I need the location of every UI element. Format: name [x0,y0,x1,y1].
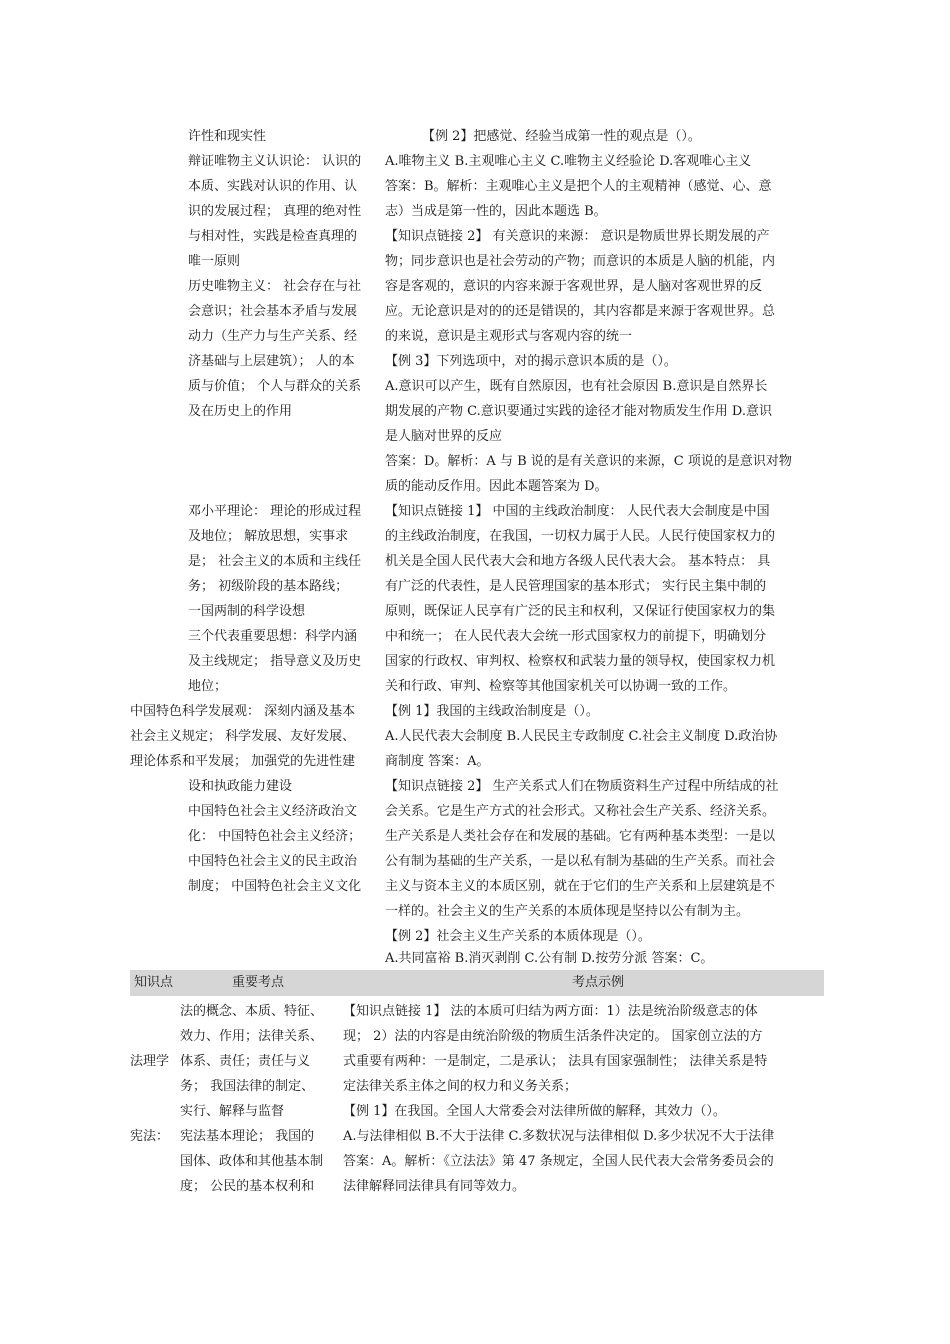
text-line: 主义与资本主义的本质区别，就在于它们的生产关系和上层建筑是不 [385,879,776,894]
text-line: 效力、作用；法律关系、 [180,1029,324,1044]
text-line: 现； 2）法的内容是由统治阶级的物质生活条件决定的。 国家创立法的方 [343,1029,763,1044]
text-line: A.唯物主义 B.主观唯心主义 C.唯物主义经验论 D.客观唯心主义 [385,154,752,169]
text-line: 社会主义规定； 科学发展、友好发展、 [130,729,356,744]
text-line: 容是客观的，意识的内容来源于客观世界，是人脑对客观世界的反 [385,279,763,294]
text-line: 质与价值； 个人与群众的关系 [188,379,362,394]
text-line: 辩证唯物主义认识论： 认识的 [188,154,362,169]
header-knowledge-point: 知识点 [134,975,174,990]
text-line: 志）当成是第一性的，因此本题选 B。 [385,204,607,219]
text-line: 度； 公民的基本权利和 [180,1179,315,1194]
text-line: 有广泛的代表性，是人民管理国家的基本形式； 实行民主集中制的 [385,579,767,594]
text-line: 法律解释同法律具有同等效力。 [343,1179,526,1194]
example-heading: 【例 3】下列选项中，对的揭示意识本质的是（）。 [385,354,677,369]
text-line: 关和行政、审判、检察等其他国家机关可以协调一致的工作。 [385,679,737,694]
text-line: 许性和现实性 [188,129,267,144]
text-line: 应。无论意识是对的的还是错误的，其内容都是来源于客观世界。总 [385,304,776,319]
text-line: 唯一原则 [188,254,241,269]
text-line: 的主线政治制度，在我国，一切权力属于人民。人民行使国家权力的 [385,529,776,544]
text-line: 理论体系和平发展； 加强党的先进性建 [130,754,356,769]
text-line: 机关是全国人民代表大会和地方各级人民代表大会。 基本特点： 具 [385,554,771,569]
text-line: 生产关系是人类社会存在和发展的基础。它有两种基本类型：一是以 [385,829,776,844]
text-line: 会意识；社会基本矛盾与发展 [188,304,358,319]
text-line: 务； 初级阶段的基本路线； [188,579,349,594]
text-line: A.共同富裕 B.消灭剥削 C.公有制 D.按劳分派 答案：C。 [385,951,714,966]
text-line: 式重要有两种：一是制定，二是承认； 法具有国家强制性； 法律关系是特 [343,1054,768,1069]
text-line: 是人脑对世界的反应 [385,429,503,444]
text-line: 及在历史上的作用 [188,404,293,419]
text-line: 邓小平理论： 理论的形成过程 [188,504,362,519]
row-label-constitution: 宪法： [130,1129,170,1144]
text-line: 化： 中国特色社会主义经济； [188,829,362,844]
text-line: 制度； 中国特色社会主义文化 [188,879,362,894]
row-label-jurisprudence: 法理学 [130,1054,170,1069]
text-line: 及地位； 解放思想，实事求 [188,529,349,544]
text-line: 实行、解释与监督 [180,1104,285,1119]
text-line: 答案：B。解析：主观唯心主义是把个人的主观精神（感觉、心、意 [385,179,772,194]
text-line: 答案：D。解析：A 与 B 说的是有关意识的来源，C 项说的是意识对物 [385,454,792,469]
knowledge-link: 【知识点链接 1】 法的本质可归结为两方面：1）法是统治阶级意志的体 [343,1004,758,1019]
text-line: 国体、政体和其他基本制 [180,1154,324,1169]
text-line: 体系、责任；责任与义 [180,1054,311,1069]
knowledge-link: 【知识点链接 2】 有关意识的来源： 意识是物质世界长期发展的产 [385,229,770,244]
text-line: 中和统一； 在人民代表大会统一形式国家权力的前提下，明确划分 [385,629,767,644]
text-line: 公有制为基础的生产关系，一是以私有制为基础的生产关系。而社会 [385,854,776,869]
text-line: 务； 我国法律的制定、 [180,1079,315,1094]
text-line: 中国特色社会主义的民主政治 [188,854,358,869]
text-line: 本质、实践对认识的作用、认 [188,179,358,194]
header-key-points: 重要考点 [232,975,285,990]
text-line: 历史唯物主义： 社会存在与社 [188,279,362,294]
text-line: 定法律关系主体之间的权力和义务关系； [343,1079,578,1094]
text-line: 质的能动反作用。因此本题答案为 D。 [385,479,608,494]
example-heading: 【例 2】社会主义生产关系的本质体现是（）。 [385,929,651,944]
text-line: 三个代表重要思想：科学内涵 [188,629,358,644]
text-line: 物；同步意识也是社会劳动的产物；而意识的本质是人脑的机能，内 [385,254,776,269]
table-header [130,970,824,996]
text-line: 是； 社会主义的本质和主线任 [188,554,362,569]
example-heading: 【例 1】在我国。全国人大常委会对法律所做的解释，其效力（）。 [343,1104,726,1119]
text-line: 法的概念、本质、特征、 [180,1004,324,1019]
text-line: A.与法律相似 B.不大于法律 C.多数状况与法律相似 D.多少状况不大于法律 [343,1129,775,1144]
text-line: 国家的行政权、审判权、检察权和武装力量的领导权，使国家权力机 [385,654,776,669]
text-line: 地位； [188,679,228,694]
text-line: A.人民代表大会制度 B.人民民主专政制度 C.社会主义制度 D.政治协 [385,729,778,744]
text-line: 的来说，意识是主观形式与客观内容的统一 [385,329,633,344]
text-line: 与相对性，实践是检查真理的 [188,229,358,244]
example-heading: 【例 2】把感觉、经验当成第一性的观点是（）。 [422,129,701,144]
text-line: 答案：A。解析：《立法法》第 47 条规定，全国人民代表大会常务委员会的 [343,1154,774,1169]
text-line: 中国特色社会主义经济政治文 [188,804,358,819]
text-line: 济基础与上层建筑）； 人的本 [188,354,355,369]
knowledge-link: 【知识点链接 2】 生产关系式人们在物质资料生产过程中所结成的社 [385,779,779,794]
text-line: 原则，既保证人民享有广泛的民主和权利，又保证行使国家权力的集 [385,604,776,619]
text-line: A.意识可以产生，既有自然原因，也有社会原因 B.意识是自然界长 [385,379,768,394]
header-examples: 考点示例 [572,975,625,990]
text-line: 一样的。社会主义的生产关系的本质体现是坚持以公有制为主。 [385,904,750,919]
text-line: 宪法基本理论； 我国的 [180,1129,315,1144]
text-line: 会关系。它是生产方式的社会形式。又称社会生产关系、经济关系。 [385,804,776,819]
text-line: 设和执政能力建设 [188,779,293,794]
text-line: 及主线规定； 指导意义及历史 [188,654,362,669]
text-line: 期发展的产物 C.意识要通过实践的途径才能对物质发生作用 D.意识 [385,404,772,419]
text-line: 中国特色科学发展观： 深刻内涵及基本 [130,704,356,719]
example-heading: 【例 1】我国的主线政治制度是（）。 [385,704,599,719]
text-line: 一国两制的科学设想 [188,604,306,619]
text-line: 动力（生产力与生产关系、经 [188,329,358,344]
text-line: 识的发展过程； 真理的绝对性 [188,204,362,219]
text-line: 商制度 答案：A。 [385,754,490,769]
knowledge-link: 【知识点链接 1】 中国的主线政治制度： 人民代表大会制度是中国 [385,504,770,519]
